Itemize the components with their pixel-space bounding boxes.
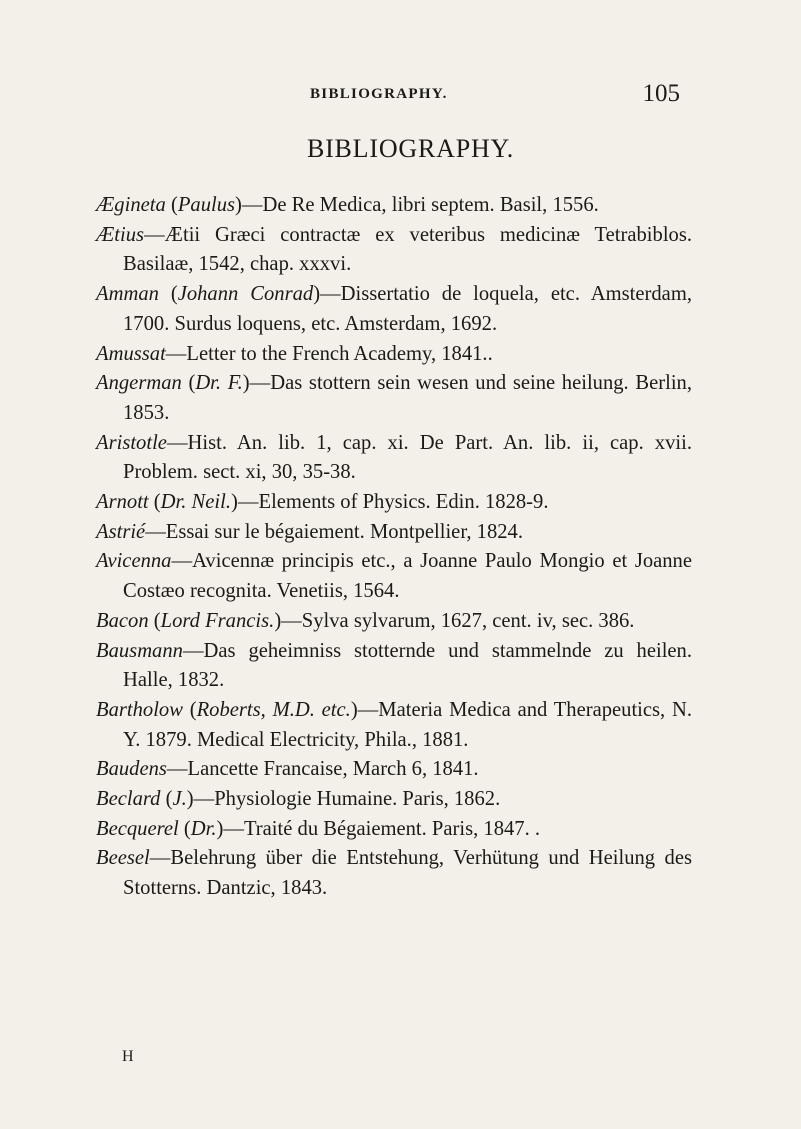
bibliography-list (96, 191, 692, 904)
entry-given-name: Johann Conrad (177, 283, 314, 306)
entry-text: —De Re Medica, libri septem. Basil, 1556. (241, 194, 599, 216)
bibliography-entry (96, 429, 692, 488)
entry-text: —Sylva sylvarum, 1627, cent. iv, sec. 386. (281, 609, 635, 632)
page-number: 105 (642, 80, 680, 107)
bibliography-entry (96, 518, 692, 548)
entry-text: —Das geheimniss stotternde und stammelnde zu heilen. Halle, 1832. (123, 639, 692, 692)
entry-text: —Essai sur le bégaiement. Montpellier, 1824. (145, 520, 523, 543)
entry-author: Bartholow (96, 698, 183, 721)
entry-text: —Physiologie Humaine. Paris, 1862. (193, 788, 501, 811)
bibliography-entry: Ægineta (Paulus)—De Re Medica, libri septem. Basil, 1556. (96, 194, 599, 216)
entry-text: —Das stottern sein wesen und seine heilung. Berlin, 1853. (123, 372, 692, 424)
entry-author: Bausmann (96, 639, 183, 662)
bibliography-entry: Becquerel (Dr.)—Traité du Bégaiement. Paris, 1847. . (96, 817, 541, 840)
bibliography-entry: Bacon (Lord Francis.)—Sylva sylvarum, 1627, cent. iv, sec. 386. (96, 609, 635, 632)
entry-author: Amman (96, 283, 159, 306)
entry-text: —Ætii Græci contractæ ex veteribus medicinæ Tetrabiblos. Basilaæ, 1542, chap. xxxvi. (123, 223, 692, 276)
bibliography-entry: Arnott (Dr. Neil.)—Elements of Physics. Edin. 1828-9. (96, 491, 549, 514)
running-title: BIBLIOGRAPHY. (310, 86, 448, 102)
bibliography-entry (96, 755, 692, 785)
bibliography-entry: Amman (Johann Conrad)—Dissertatio de loquela, etc. Amsterdam, 1700. Surdus loquens, etc. Amsterdam, 1692. (96, 283, 692, 335)
entry-text: —Materia Medica and Therapeutics, N. Y. 1879. Medical Electricity, Phila., 1881. (123, 698, 692, 751)
entry-text: —Letter to the French Academy, 1841.. (165, 342, 493, 365)
entry-author: Angerman (96, 372, 182, 395)
section-heading-text: BIBLIOGRAPHY. (306, 134, 515, 163)
running-head (250, 80, 680, 106)
bibliography-entry (96, 844, 692, 903)
signature-mark: H (122, 1048, 134, 1065)
entry-text: —Hist. An. lib. 1, cap. xi. De Part. An. lib. ii, cap. xvii. Problem. sect. xi, 30, 35-38. (123, 431, 692, 484)
entry-given-name: Lord Francis. (160, 609, 275, 632)
entry-given-name: Dr. (190, 817, 217, 840)
bibliography-entry (96, 547, 692, 606)
entry-text: —Belehrung über die Entstehung, Verhütung und Heilung des Stotterns. Dantzic, 1843. (123, 847, 692, 900)
entry-given-name: Dr. F. (195, 372, 243, 395)
entry-author: Becquerel (96, 817, 179, 840)
entry-given-name: Roberts, M.D. etc. (196, 698, 351, 721)
entry-author: Aristotle (96, 431, 167, 454)
entry-author: Ætius (96, 223, 145, 246)
bibliography-entry: Beclard (J.)—Physiologie Humaine. Paris, 1862. (96, 788, 501, 811)
entry-author: Beesel (96, 847, 150, 870)
entry-text: —Avicennæ principis etc., a Joanne Paulo Mongio et Joanne Costæo recognita. Venetiis, 1564. (123, 550, 692, 603)
entry-author: Astrié (96, 520, 146, 543)
bibliography-entry (96, 221, 692, 280)
entry-author: Baudens (96, 758, 167, 781)
entry-author: Ægineta (96, 194, 166, 216)
entry-given-name: Dr. Neil. (160, 491, 232, 514)
entry-text: —Elements of Physics. Edin. 1828-9. (237, 491, 549, 514)
entry-given-name: J. (172, 788, 187, 811)
bibliography-entry (96, 340, 692, 370)
entry-author: Amussat (96, 342, 166, 365)
bibliography-entry (96, 637, 692, 696)
bibliography-entry: Bartholow (Roberts, M.D. etc.)—Materia Medica and Therapeutics, N. Y. 1879. Medical Electricity, Phila., 1881. (96, 698, 692, 751)
entry-author: Arnott (96, 491, 149, 514)
entry-author: Avicenna (96, 550, 172, 573)
bibliography-entry: Angerman (Dr. F.)—Das stottern sein wesen und seine heilung. Berlin, 1853. (96, 372, 692, 424)
section-heading (0, 134, 801, 164)
entry-author: Bacon (96, 609, 149, 632)
entry-text: —Lancette Francaise, March 6, 1841. (166, 758, 479, 781)
entry-author: Beclard (96, 788, 161, 811)
entry-text: —Traité du Bégaiement. Paris, 1847. . (223, 817, 541, 840)
entry-given-name: Paulus (177, 194, 236, 216)
entry-text: —Dissertatio de loquela, etc. Amsterdam, 1700. Surdus loquens, etc. Amsterdam, 1692. (123, 283, 692, 335)
